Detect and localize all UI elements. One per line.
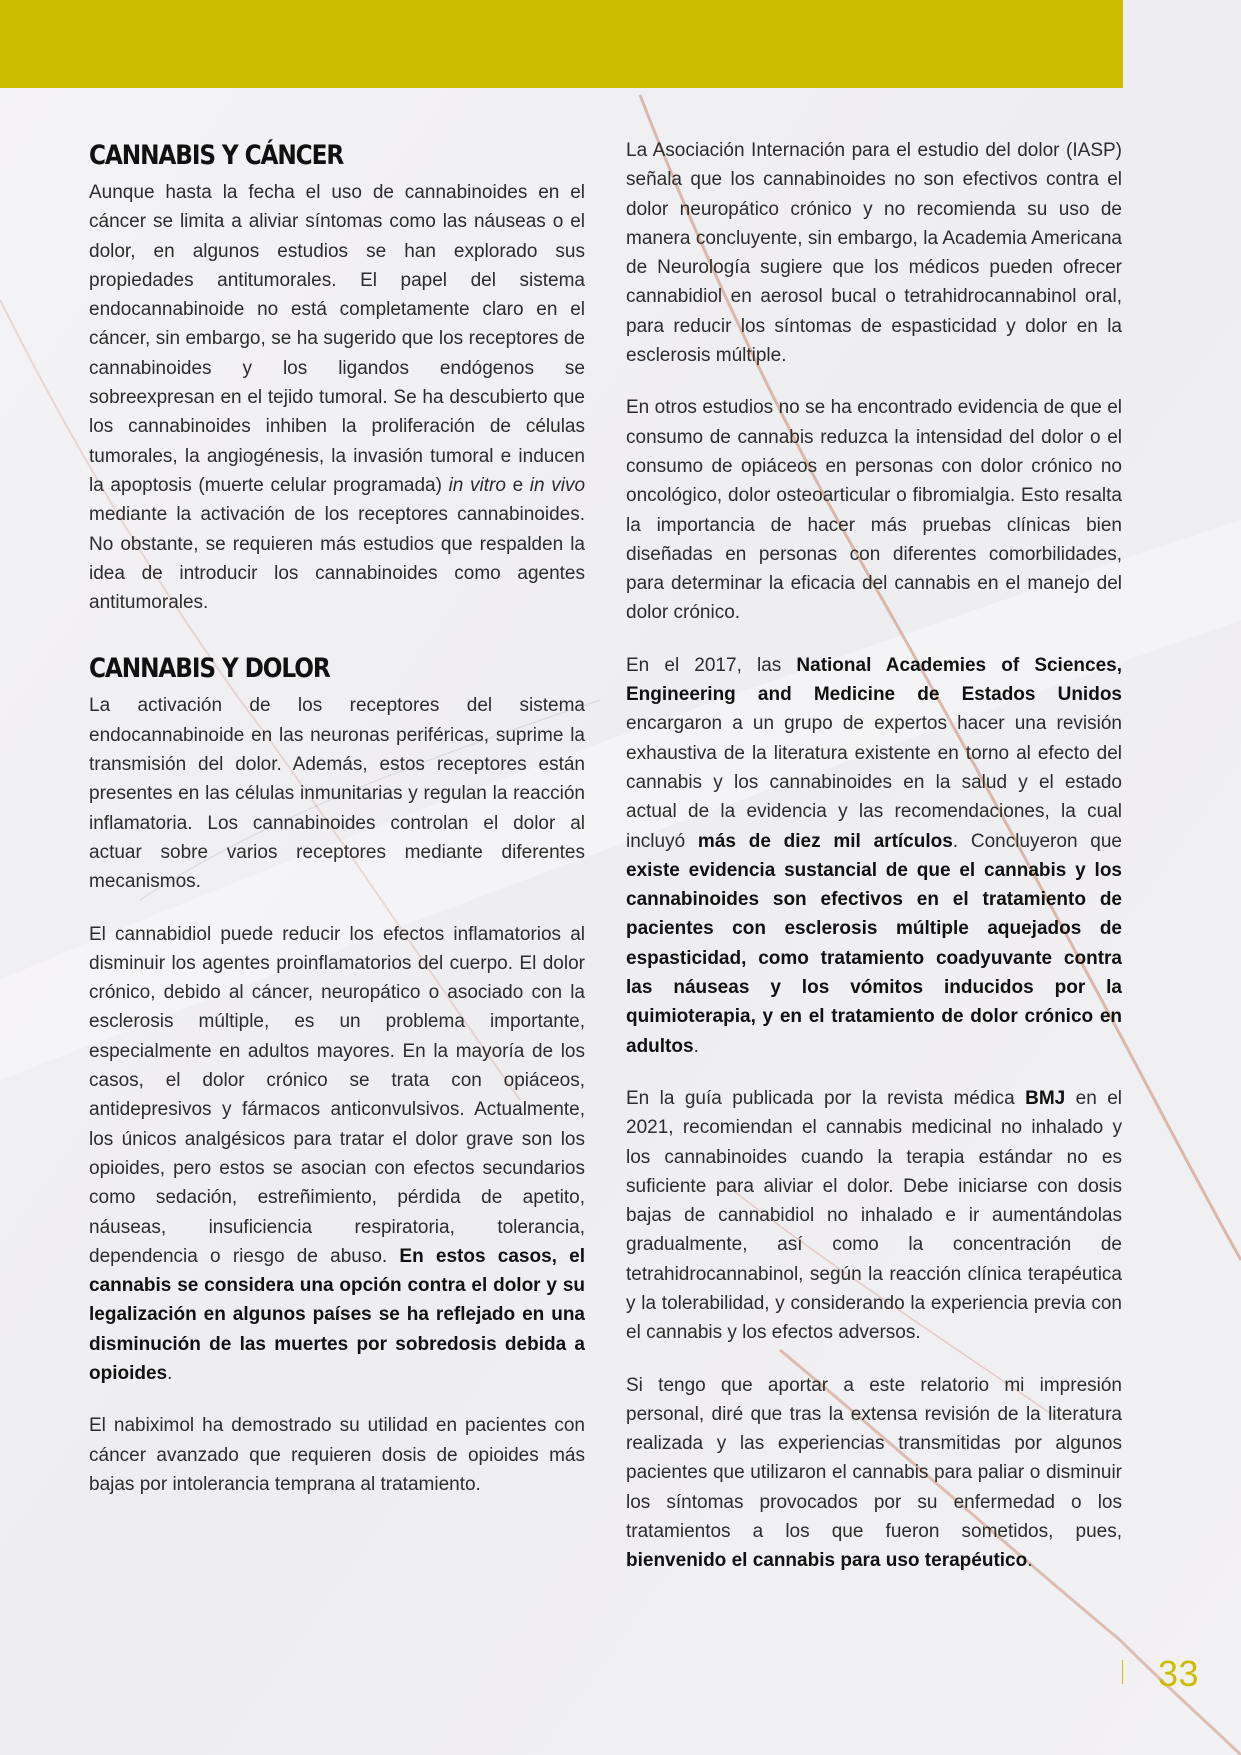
paragraph-otros-estudios: En otros estudios no se ha encontrado evidencia de que el consumo de cannabis reduzca la intensidad del dolor o el consumo de opiáceos en personas con dolor crónico no oncológico, dolor osteoarticular o fibromialgia. Esto resalta la importancia de hacer más pruebas clínicas bien diseñadas en personas con diferentes comorbilidades, para determinar la eficacia del cannabis en el manejo del dolor crónico. (626, 397, 1122, 624)
paragraph-bmj: En la guía publicada por la revista médica BMJ en el 2021, recomiendan el cannabis medicinal no inhalado y los cannabinoides cuando la terapia estándar no es suficiente para aliviar el dolor. Debe iniciarse con dosis bajas de cannabidiol no inhalado e ir aumentándolas gradualmente, así como la concentración de tetrahidrocannabinol, según la reacción clínica terapéutica y la tolerabilidad, y considerando la experiencia previa con el cannabis y los efectos adversos. (626, 1087, 1122, 1344)
paragraph-dolor-2: El cannabidiol puede reducir los efectos inflamatorios al disminuir los agentes proinflamatorios del cuerpo. El dolor crónico, debido al cáncer, neuropático o asociado con la esclerosis múltiple, es un problema importante, especialmente en adultos mayores. En la mayoría de los casos, el dolor crónico se trata con opiáceos, antidepresivos y fármacos anticonvulsivos. Actualmente, los únicos analgésicos para tratar el dolor grave son los opioides, pero estos se asocian con efectos secundarios como sedación, estreñimiento, pérdida de apetito, náuseas, insuficiencia respiratoria, tolerancia, dependencia o riesgo de abuso. En estos casos, el cannabis se considera una opción contra el dolor y su legalización en algunos países se ha reflejado en una disminución de las muertes por sobredosis debida a opioides. (89, 923, 585, 1384)
left-column (89, 136, 585, 1522)
paragraph-dolor-1: La activación de los receptores del sistema endocannabinoide en las neuronas periféricas, suprime la transmisión del dolor. Además, estos receptores están presentes en las células inmunitarias y regulan la reacción inflamatoria. Los cannabinoides controlan el dolor al actuar sobre varios receptores mediante diferentes mecanismos. (89, 695, 585, 893)
paragraph-national-academies: En el 2017, las National Academies of Sciences, Engineering and Medicine de Estados Unidos encargaron a un grupo de expertos hacer una revisión exhaustiva de la literatura existente en torno al efecto del cannabis y los cannabinoides en la salud y el estado actual de la evidencia y las recomendaciones, la cual incluyó más de diez mil artículos. Concluyeron que existe evidencia sustancial de que el cannabis y los cannabinoides son efectivos en el tratamiento de pacientes con esclerosis múltiple aquejados de espasticidad, como tratamiento coadyuvante contra las náuseas y los vómitos inducidos por la quimioterapia, y en el tratamiento de dolor crónico en adultos. (626, 654, 1122, 1057)
right-column (626, 136, 1122, 1599)
paragraph-conclusion: Si tengo que aportar a este relatorio mi impresión personal, diré que tras la extensa revisión de la literatura realizada y las experiencias transmitidas por algunos pacientes que utilizaron el cannabis para paliar o disminuir los síntomas provocados por su enfermedad o los tratamientos a los que fueron sometidos, pues, bienvenido el cannabis para uso terapéutico. (626, 1374, 1122, 1572)
section-title-cancer: CANNABIS Y CÁNCER (89, 140, 344, 171)
page-number: 33 (1158, 1653, 1200, 1694)
paragraph-iasp: La Asociación Internación para el estudio del dolor (IASP) señala que los cannabinoides no son efectivos contra el dolor neuropático crónico y no recomienda su uso de manera concluyente, sin embargo, la Academia Americana de Neurología sugiere que los médicos pueden ofrecer cannabidiol en aerosol bucal o tetrahidrocannabinol oral, para reducir los síntomas de espasticidad y dolor en la esclerosis múltiple. (626, 140, 1122, 367)
section-title-dolor: CANNABIS Y DOLOR (89, 653, 330, 685)
paragraph-cancer: Aunque hasta la fecha el uso de cannabinoides en el cáncer se limita a aliviar síntomas como las náuseas o el dolor, en algunos estudios se han explorado sus propiedades antitumorales. El papel del sistema endocannabinoide no está completamente claro en el cáncer, sin embargo, se ha sugerido que los receptores de cannabinoides y los ligandos endógenos se sobreexpresan en el tejido tumoral. Se ha descubierto que los cannabinoides inhiben la proliferación de células tumorales, la angiogénesis, la invasión tumoral e inducen la apoptosis (muerte celular programada) in vitro e in vivo mediante la activación de los receptores cannabinoides. No obstante, se requieren más estudios que respalden la idea de introducir los cannabinoides como agentes antitumorales. (89, 182, 586, 614)
page-number-divider (1122, 1660, 1123, 1684)
header-accent-bar (0, 0, 1123, 88)
paragraph-dolor-3: El nabiximol ha demostrado su utilidad en pacientes con cáncer avanzado que requieren dosis de opioides más bajas por intolerancia temprana al tratamiento. (89, 1415, 585, 1495)
